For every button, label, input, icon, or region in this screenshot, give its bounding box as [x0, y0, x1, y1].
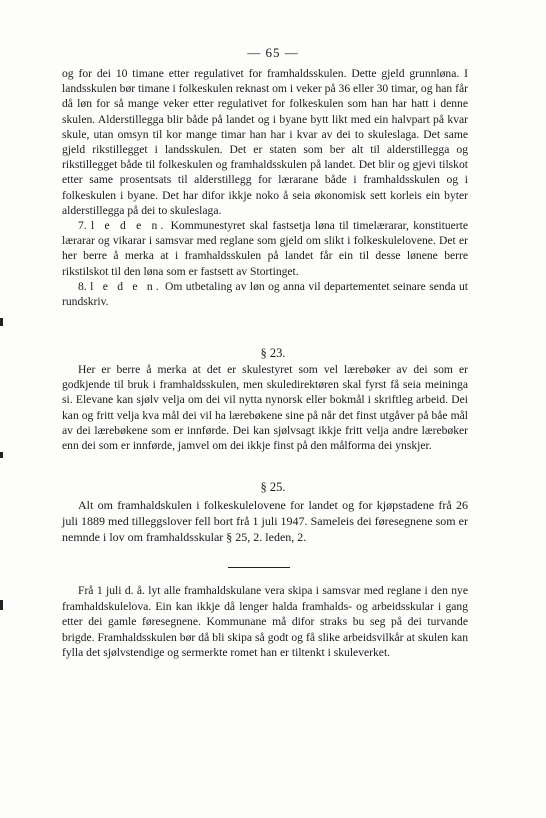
scan-edge-mark	[0, 318, 3, 326]
continuation-paragraph: og for dei 10 timane etter regulativet for framhaldsskulen. Dette gjeld grunnløna. I landsskulen bør timane i folkeskulen reknast om i veker på 36 eller 30 timar, og han får då løn for så mange veker etter regulativet for folkeskulen som han har hatt i denne skulen. Alderstillegga blir både på landet og i byane bytt likt med ein halvpart på kvar skule, utan omsyn til kor mange timar han har i kvar av dei to skuleslaga. Det same gjeld rikstillegget i landsskulen. Det er staten som ber alt til alderstillegga og rikstillegget både til folkeskulen og framhaldsskulen på landet. Det blir og gjevi tilskot etter same prosentsats til alderstillegg for lærarane både i framhaldsskulen og i folkeskulen i byane. Det har difor ikkje noko å seia økonomisk sett korleis ein byter alderstillegga på dei to skuleslaga.	[62, 67, 468, 217]
ledd-7-paragraph	[62, 218, 468, 279]
closing-paragraph: Frå 1 juli d. å. lyt alle framhaldskulane vera skipa i samsvar med reglane i den nye framhaldskulelova. Ein kan ikkje då lenger halda framhalds- og arbeidsskular i gang etter dei gamle føresegnene. Kommunane må difor straks bu seg på dei turvande brigde. Framhaldsskulen bør då bli skipa så godt og få slike arbeidsvilkår at skulen kan fylla det sjølvstendige og sermerkte romet han er tiltenkt i skuleverket.	[62, 584, 468, 660]
section-23-heading: § 23.	[260, 346, 286, 360]
ledd-8-label: l e d e n.	[90, 279, 162, 293]
ledd-7-number: 7.	[78, 219, 87, 233]
scan-edge-mark	[0, 600, 3, 610]
section-25-body	[62, 497, 468, 545]
page-number: — 65 —	[247, 45, 299, 60]
ledd-7-label: l e d e n.	[91, 219, 167, 233]
ledd-7-text: Kommunestyret skal fastsetja løna til timelærarar, konstituerte lærarar og vikarar i samsvar med reglane som gjeld om slikt i folkeskulelovene. Det er her berre å merka at i framhaldsskulen på landet får ein til desse lønene berre rikstilskot til den løna som er fastsett av Stortinget.	[62, 219, 468, 278]
section-23-paragraph: Her er berre å merka at det er skulestyret som vel lærebøker av dei som er godkjende til bruk i framhaldsskulen, men skuledirektøren skal fyrst få seia meininga si. Elevane kan sjølv velja om dei vil nytta nynorsk eller bokmål i skriftleg arbeid. Dei kan og fritt velja kva mål dei vil ha lærebøkene sine på når det finst utgåver på båe mål av dei lærebøkene som er innførde. Dei kan sjølvsagt ikkje fritt velja andre lærebøker enn dei som er innførde, jamvel om dei ikkje finst på den målforma dei ynskjer.	[62, 363, 468, 453]
ledd-8-number: 8.	[78, 279, 87, 293]
ledd-8-text: Om utbetaling av løn og anna vil departementet seinare senda ut rundskriv.	[62, 279, 468, 309]
ledd-8-paragraph	[62, 279, 468, 309]
section-23-body	[62, 362, 468, 453]
section-25-paragraph: Alt om framhaldskulen i folkeskulelovene for landet og for kjøpstadene frå 26 juli 1889 med tilleggslover fell bort frå 1 juli 1947. Sameleis dei føresegnene som er nemnde i lov om framhaldsskular § 25, 2. leden, 2.	[62, 498, 468, 544]
continuation-block	[62, 66, 468, 309]
closing-block	[62, 583, 468, 661]
scan-edge-mark	[0, 452, 3, 458]
section-25-heading: § 25.	[260, 480, 286, 494]
section-divider	[228, 567, 290, 568]
